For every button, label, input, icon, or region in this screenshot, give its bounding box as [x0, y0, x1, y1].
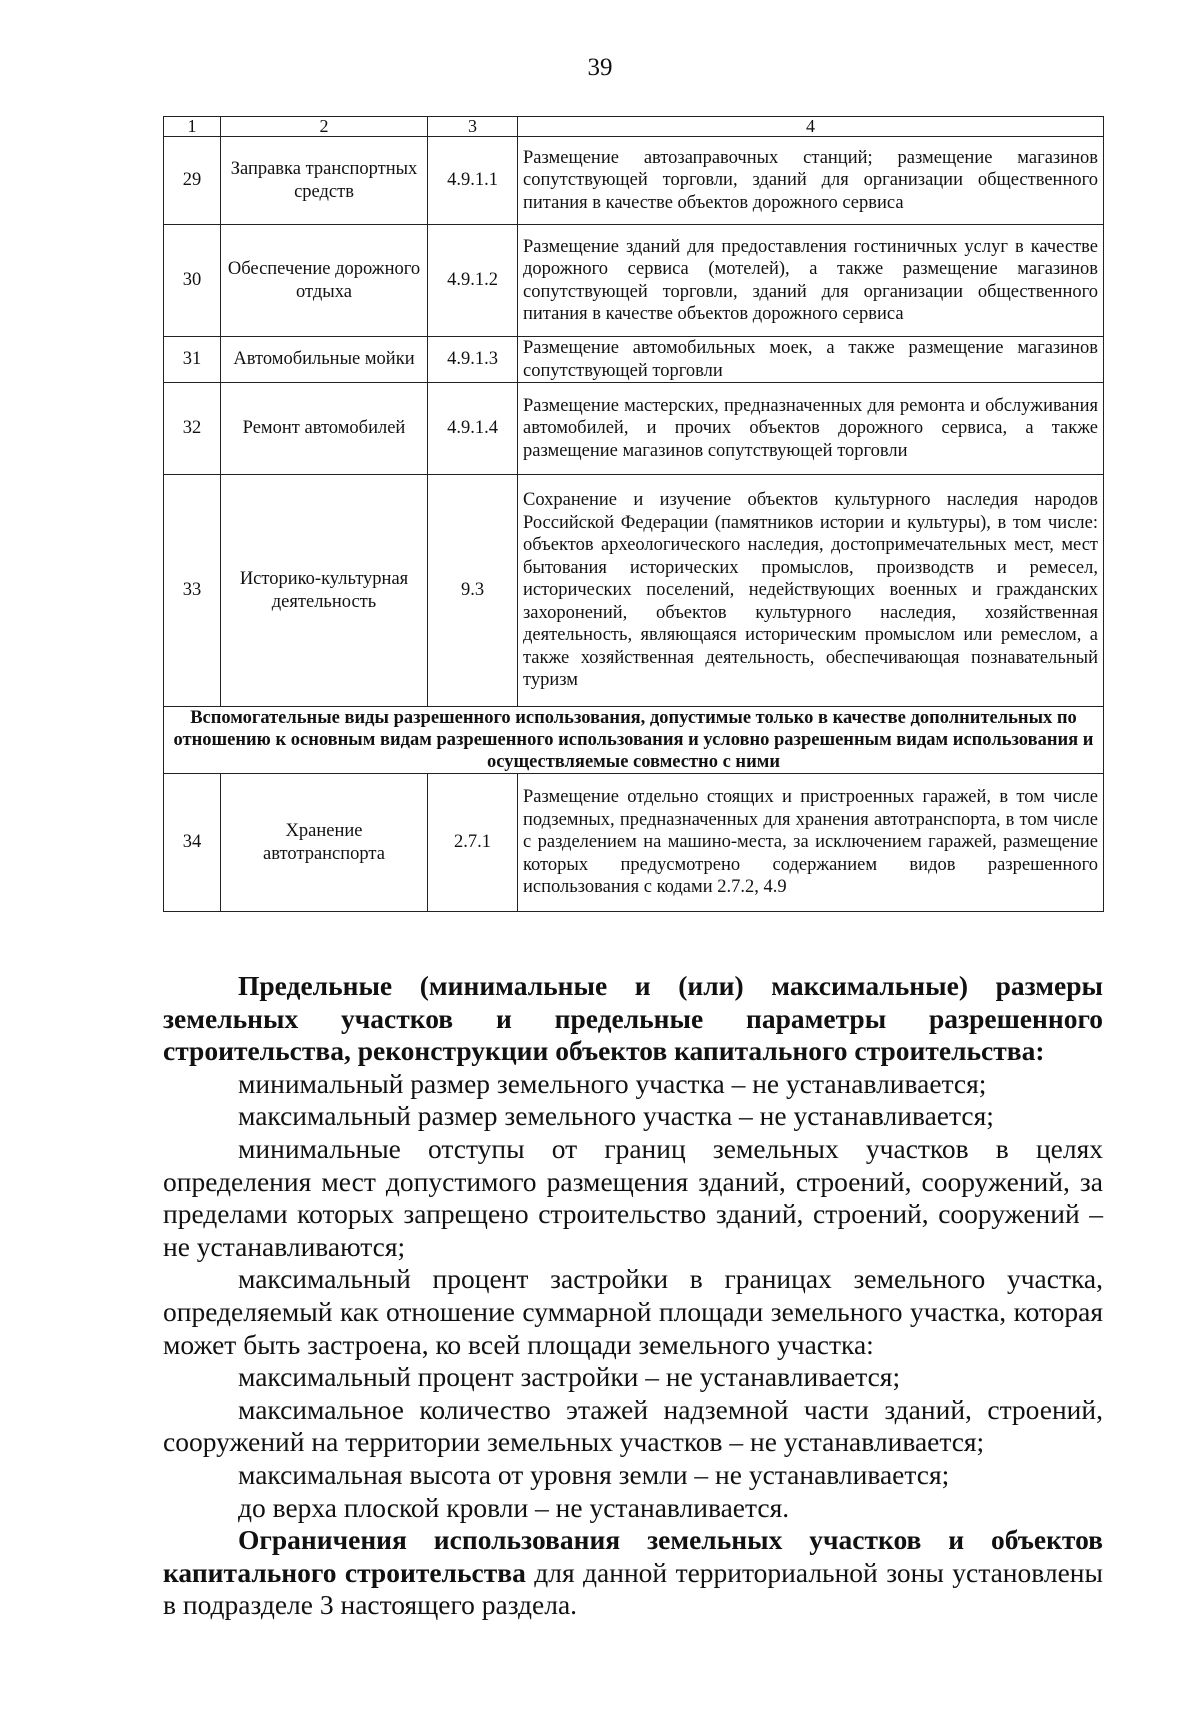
use-type-name: Заправка транспортных средств: [221, 137, 428, 225]
restrictions-text: для данной территориальной зоны установлены в подразделе 3 настоящего раздела.: [163, 1556, 1103, 1621]
page-number: 39: [587, 54, 613, 81]
row-number: 33: [164, 475, 221, 707]
restrictions-paragraph: [163, 1524, 1103, 1622]
row-number: 32: [164, 383, 221, 475]
use-type-code: 9.3: [428, 475, 518, 707]
use-type-description: Размещение зданий для предоставления гостиничных услуг в качестве дорожного сервиса (мотелей), а также размещение магазинов сопутствующей торговли, зданий для организации общественного питания в качестве объектов дорожного сервиса: [518, 225, 1104, 337]
paragraph: минимальные отступы от границ земельных участков в целях определения мест допустимого размещения зданий, строений, сооружений, за пределами которых запрещено строительство зданий, строений, сооружений – не устанавливаются;: [163, 1132, 1103, 1262]
use-type-name: Обеспечение дорожного отдыха: [221, 225, 428, 337]
auxiliary-uses-heading: Вспомогательные виды разрешенного использования, допустимые только в качестве дополнительных по отношению к основным видам разрешенного использования и условно разрешенным видам использования и осуществляемые совместно с ними: [164, 707, 1104, 774]
use-type-code: 4.9.1.2: [428, 225, 518, 337]
use-type-description: Размещение автомобильных моек, а также размещение магазинов сопутствующей торговли: [518, 337, 1104, 383]
row-number: 30: [164, 225, 221, 337]
use-type-name: Автомобильные мойки: [221, 337, 428, 383]
column-number: 2: [221, 117, 428, 137]
use-type-code: 4.9.1.4: [428, 383, 518, 475]
row-number: 29: [164, 137, 221, 225]
use-type-description: Размещение отдельно стоящих и пристроенных гаражей, в том числе подземных, предназначенных для хранения автотранспорта, в том числе с разделением на машино-места, за исключением гаражей, размещение которых предусмотрено содержанием видов разрешенного использования с кодами 2.7.2, 4.9: [518, 774, 1104, 912]
row-number: 34: [164, 774, 221, 912]
paragraph: максимальная высота от уровня земли – не устанавливается;: [238, 1458, 950, 1490]
paragraph: максимальный процент застройки – не устанавливается;: [238, 1361, 901, 1393]
use-type-description: Размещение мастерских, предназначенных для ремонта и обслуживания автомобилей, и прочих объектов дорожного сервиса, а также размещение магазинов сопутствующей торговли: [518, 383, 1104, 475]
use-type-name: Историко-культурная деятельность: [221, 475, 428, 707]
use-type-name: Ремонт автомобилей: [221, 383, 428, 475]
land-use-table: [163, 116, 1104, 912]
table-row: [164, 137, 1104, 225]
paragraph: до верха плоской кровли – не устанавливается.: [238, 1491, 790, 1523]
use-type-description: Размещение автозаправочных станций; размещение магазинов сопутствующей торговли, зданий для организации общественного питания в качестве объектов дорожного сервиса: [518, 137, 1104, 225]
column-number: 1: [164, 117, 221, 137]
column-number: 3: [428, 117, 518, 137]
paragraph: максимальный процент застройки в границах земельного участка, определяемый как отношение суммарной площади земельного участка, которая может быть застроена, ко всей площади земельного участка:: [163, 1263, 1103, 1360]
use-type-name: Хранение автотранспорта: [221, 774, 428, 912]
use-type-description: Сохранение и изучение объектов культурного наследия народов Российской Федерации (памятников истории и культуры), в том числе: объектов археологического наследия, достопримечательных мест, мест бытования исторических промыслов, производств и ремесел, исторических поселений, недействующих военных и гражданских захоронений, объектов культурного наследия, хозяйственная деятельность, являющаяся историческим промыслом или ремеслом, а также хозяйственная деятельность, обеспечивающая познавательный туризм: [518, 475, 1104, 707]
table-row: [164, 774, 1104, 912]
use-type-code: 4.9.1.1: [428, 137, 518, 225]
restrictions-bold-text: Ограничения использования земельных участков и объектов капитального строительства: [163, 1524, 1103, 1588]
paragraph: максимальный размер земельного участка – не устанавливается;: [238, 1100, 994, 1132]
paragraph: минимальный размер земельного участка – не устанавливается;: [238, 1067, 987, 1099]
table-row: [164, 383, 1104, 475]
paragraph: максимальное количество этажей надземной части зданий, строений, сооружений на территории земельных участков – не устанавливается;: [163, 1393, 1103, 1458]
column-number: 4: [518, 117, 1104, 137]
parameters-heading: Предельные (минимальные и (или) максимальные) размеры земельных участков и предельные параметры разрешенного строительства, реконструкции объектов капитального строительства:: [163, 970, 1103, 1067]
table-row: [164, 475, 1104, 707]
table-row: [164, 337, 1104, 383]
use-type-code: 2.7.1: [428, 774, 518, 912]
section-header-row: [164, 707, 1104, 774]
body-text: [163, 970, 1103, 1622]
table-row: [164, 225, 1104, 337]
table-column-numbers: [164, 117, 1104, 137]
row-number: 31: [164, 337, 221, 383]
use-type-code: 4.9.1.3: [428, 337, 518, 383]
